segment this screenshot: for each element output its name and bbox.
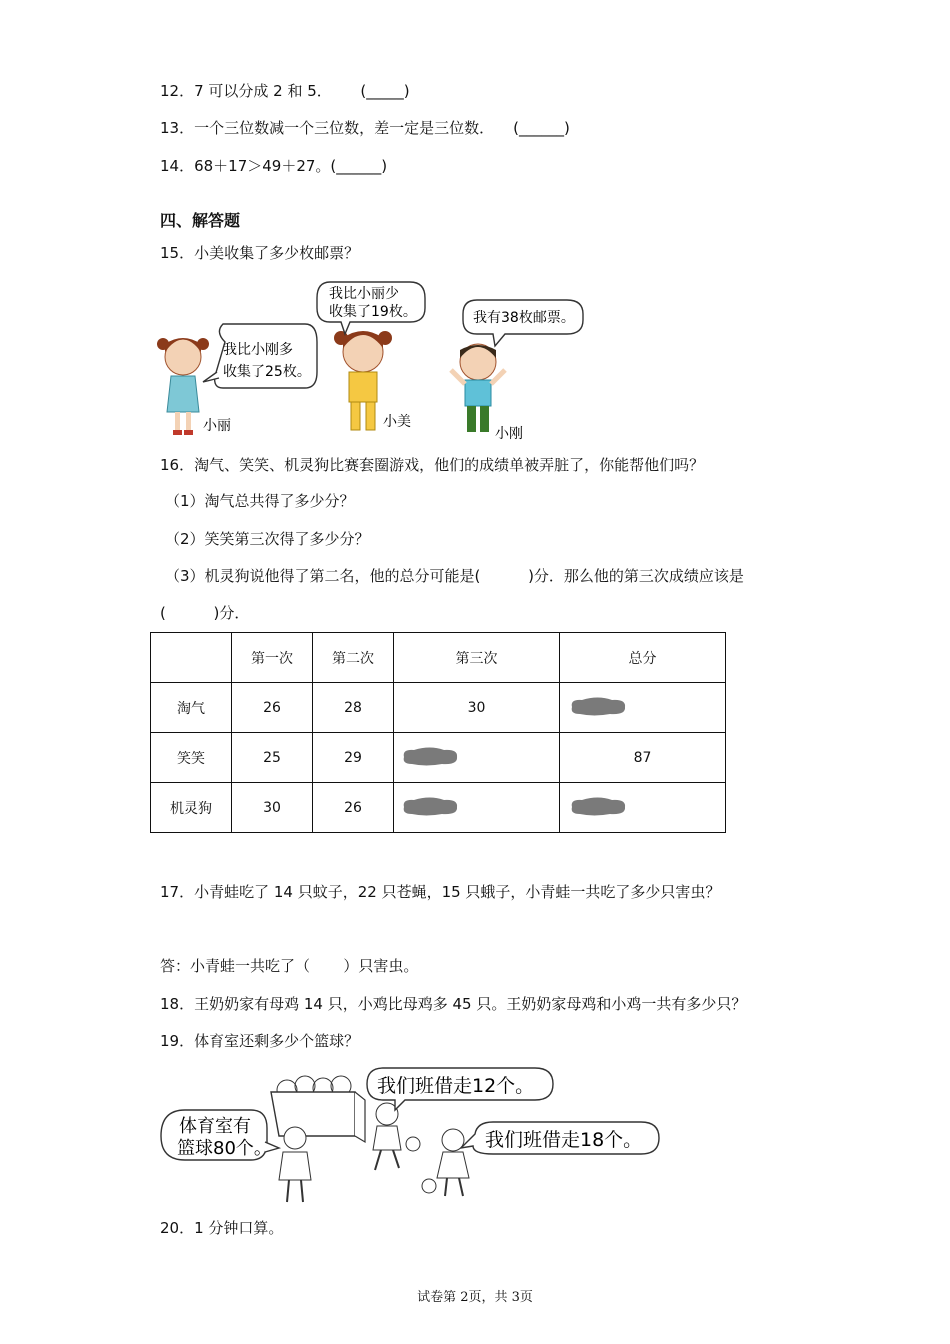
table-header-row <box>151 633 726 683</box>
table-header-cell <box>151 633 232 683</box>
boy-dribbling-figure <box>373 1103 420 1170</box>
ball-box <box>271 1076 365 1142</box>
question-17-answer: 答：小青蛙一共吃了（ ）只害虫。 <box>160 957 419 975</box>
ink-smudge <box>400 745 460 767</box>
bubble-xiaoli-line1: 我比小刚多 <box>223 342 293 358</box>
page-footer: 试卷第 2页，共 3页 <box>417 1290 533 1305</box>
question-16-part3-cont: ( )分． <box>160 604 250 622</box>
bubble-class-a: 我们班借走12个。 <box>377 1075 535 1097</box>
teacher-figure <box>279 1127 311 1202</box>
score-table <box>150 632 726 833</box>
ink-smudge <box>568 695 628 717</box>
table-row <box>151 783 726 833</box>
question-13: 13．一个三位数减一个三位数，差一定是三位数． (______) <box>160 119 570 137</box>
table-cell: 30 <box>232 783 313 833</box>
table-cell-smudged <box>394 783 560 833</box>
stamp-illustration <box>155 272 595 444</box>
girl-dribbling-figure <box>422 1129 469 1196</box>
section-heading: 四、解答题 <box>160 211 241 230</box>
table-cell: 87 <box>560 733 726 783</box>
table-header-cell: 第二次 <box>313 633 394 683</box>
name-xiaogang: 小刚 <box>495 426 523 442</box>
question-18: 18．王奶奶家有母鸡 14 只，小鸡比母鸡多 45 只。王奶奶家母鸡和小鸡一共有多少只？ <box>160 995 747 1013</box>
table-cell-smudged <box>394 733 560 783</box>
table-row <box>151 683 726 733</box>
table-cell: 26 <box>313 783 394 833</box>
question-16-part3: （3）机灵狗说他得了第二名，他的总分可能是( )分．那么他的第三次成绩应该是 <box>165 567 744 585</box>
bubble-xiaomei-line2: 收集了19枚。 <box>329 304 417 320</box>
row-name: 笑笑 <box>151 733 232 783</box>
table-cell: 25 <box>232 733 313 783</box>
bubble-xiaomei-line1: 我比小丽少 <box>329 286 399 302</box>
table-header-cell: 第一次 <box>232 633 313 683</box>
ink-smudge <box>400 795 460 817</box>
bubble-xiaoli-line2: 收集了25枚。 <box>223 364 311 380</box>
table-header-cell: 第三次 <box>394 633 560 683</box>
boy-xiaogang-figure <box>451 344 505 432</box>
table-cell: 26 <box>232 683 313 733</box>
table-cell-smudged <box>560 683 726 733</box>
basketball-illustration <box>155 1062 665 1208</box>
table-cell-smudged <box>560 783 726 833</box>
row-name: 淘气 <box>151 683 232 733</box>
question-14: 14．68＋17＞49＋27。(______) <box>160 157 388 175</box>
table-cell: 29 <box>313 733 394 783</box>
table-row <box>151 733 726 783</box>
question-16: 16．淘气、笑笑、机灵狗比赛套圈游戏，他们的成绩单被弄脏了，你能帮他们吗？ <box>160 456 705 474</box>
name-xiaomei: 小美 <box>383 414 411 430</box>
bubble-room-line2: 篮球80个。 <box>177 1138 272 1159</box>
bubble-class-b: 我们班借走18个。 <box>485 1129 643 1151</box>
question-16-part1: （1）淘气总共得了多少分？ <box>165 492 355 510</box>
question-19: 19．体育室还剩多少个篮球？ <box>160 1032 360 1050</box>
bubble-xiaogang: 我有38枚邮票。 <box>473 310 575 326</box>
table-cell: 30 <box>394 683 560 733</box>
question-20: 20．1 分钟口算。 <box>160 1219 284 1237</box>
ink-smudge <box>568 795 628 817</box>
table-header-cell: 总分 <box>560 633 726 683</box>
row-name: 机灵狗 <box>151 783 232 833</box>
table-cell: 28 <box>313 683 394 733</box>
question-16-part2: （2）笑笑第三次得了多少分？ <box>165 530 370 548</box>
question-15: 15．小美收集了多少枚邮票？ <box>160 244 360 262</box>
name-xiaoli: 小丽 <box>203 418 231 434</box>
girl-xiaoli-figure <box>157 338 209 435</box>
question-17: 17．小青蛙吃了 14 只蚊子，22 只苍蝇，15 只蛾子，小青蛙一共吃了多少只害虫？ <box>160 883 721 901</box>
bubble-room-line1: 体育室有 <box>179 1116 251 1137</box>
question-12: 12．7 可以分成 2 和 5． (_____) <box>160 82 410 100</box>
